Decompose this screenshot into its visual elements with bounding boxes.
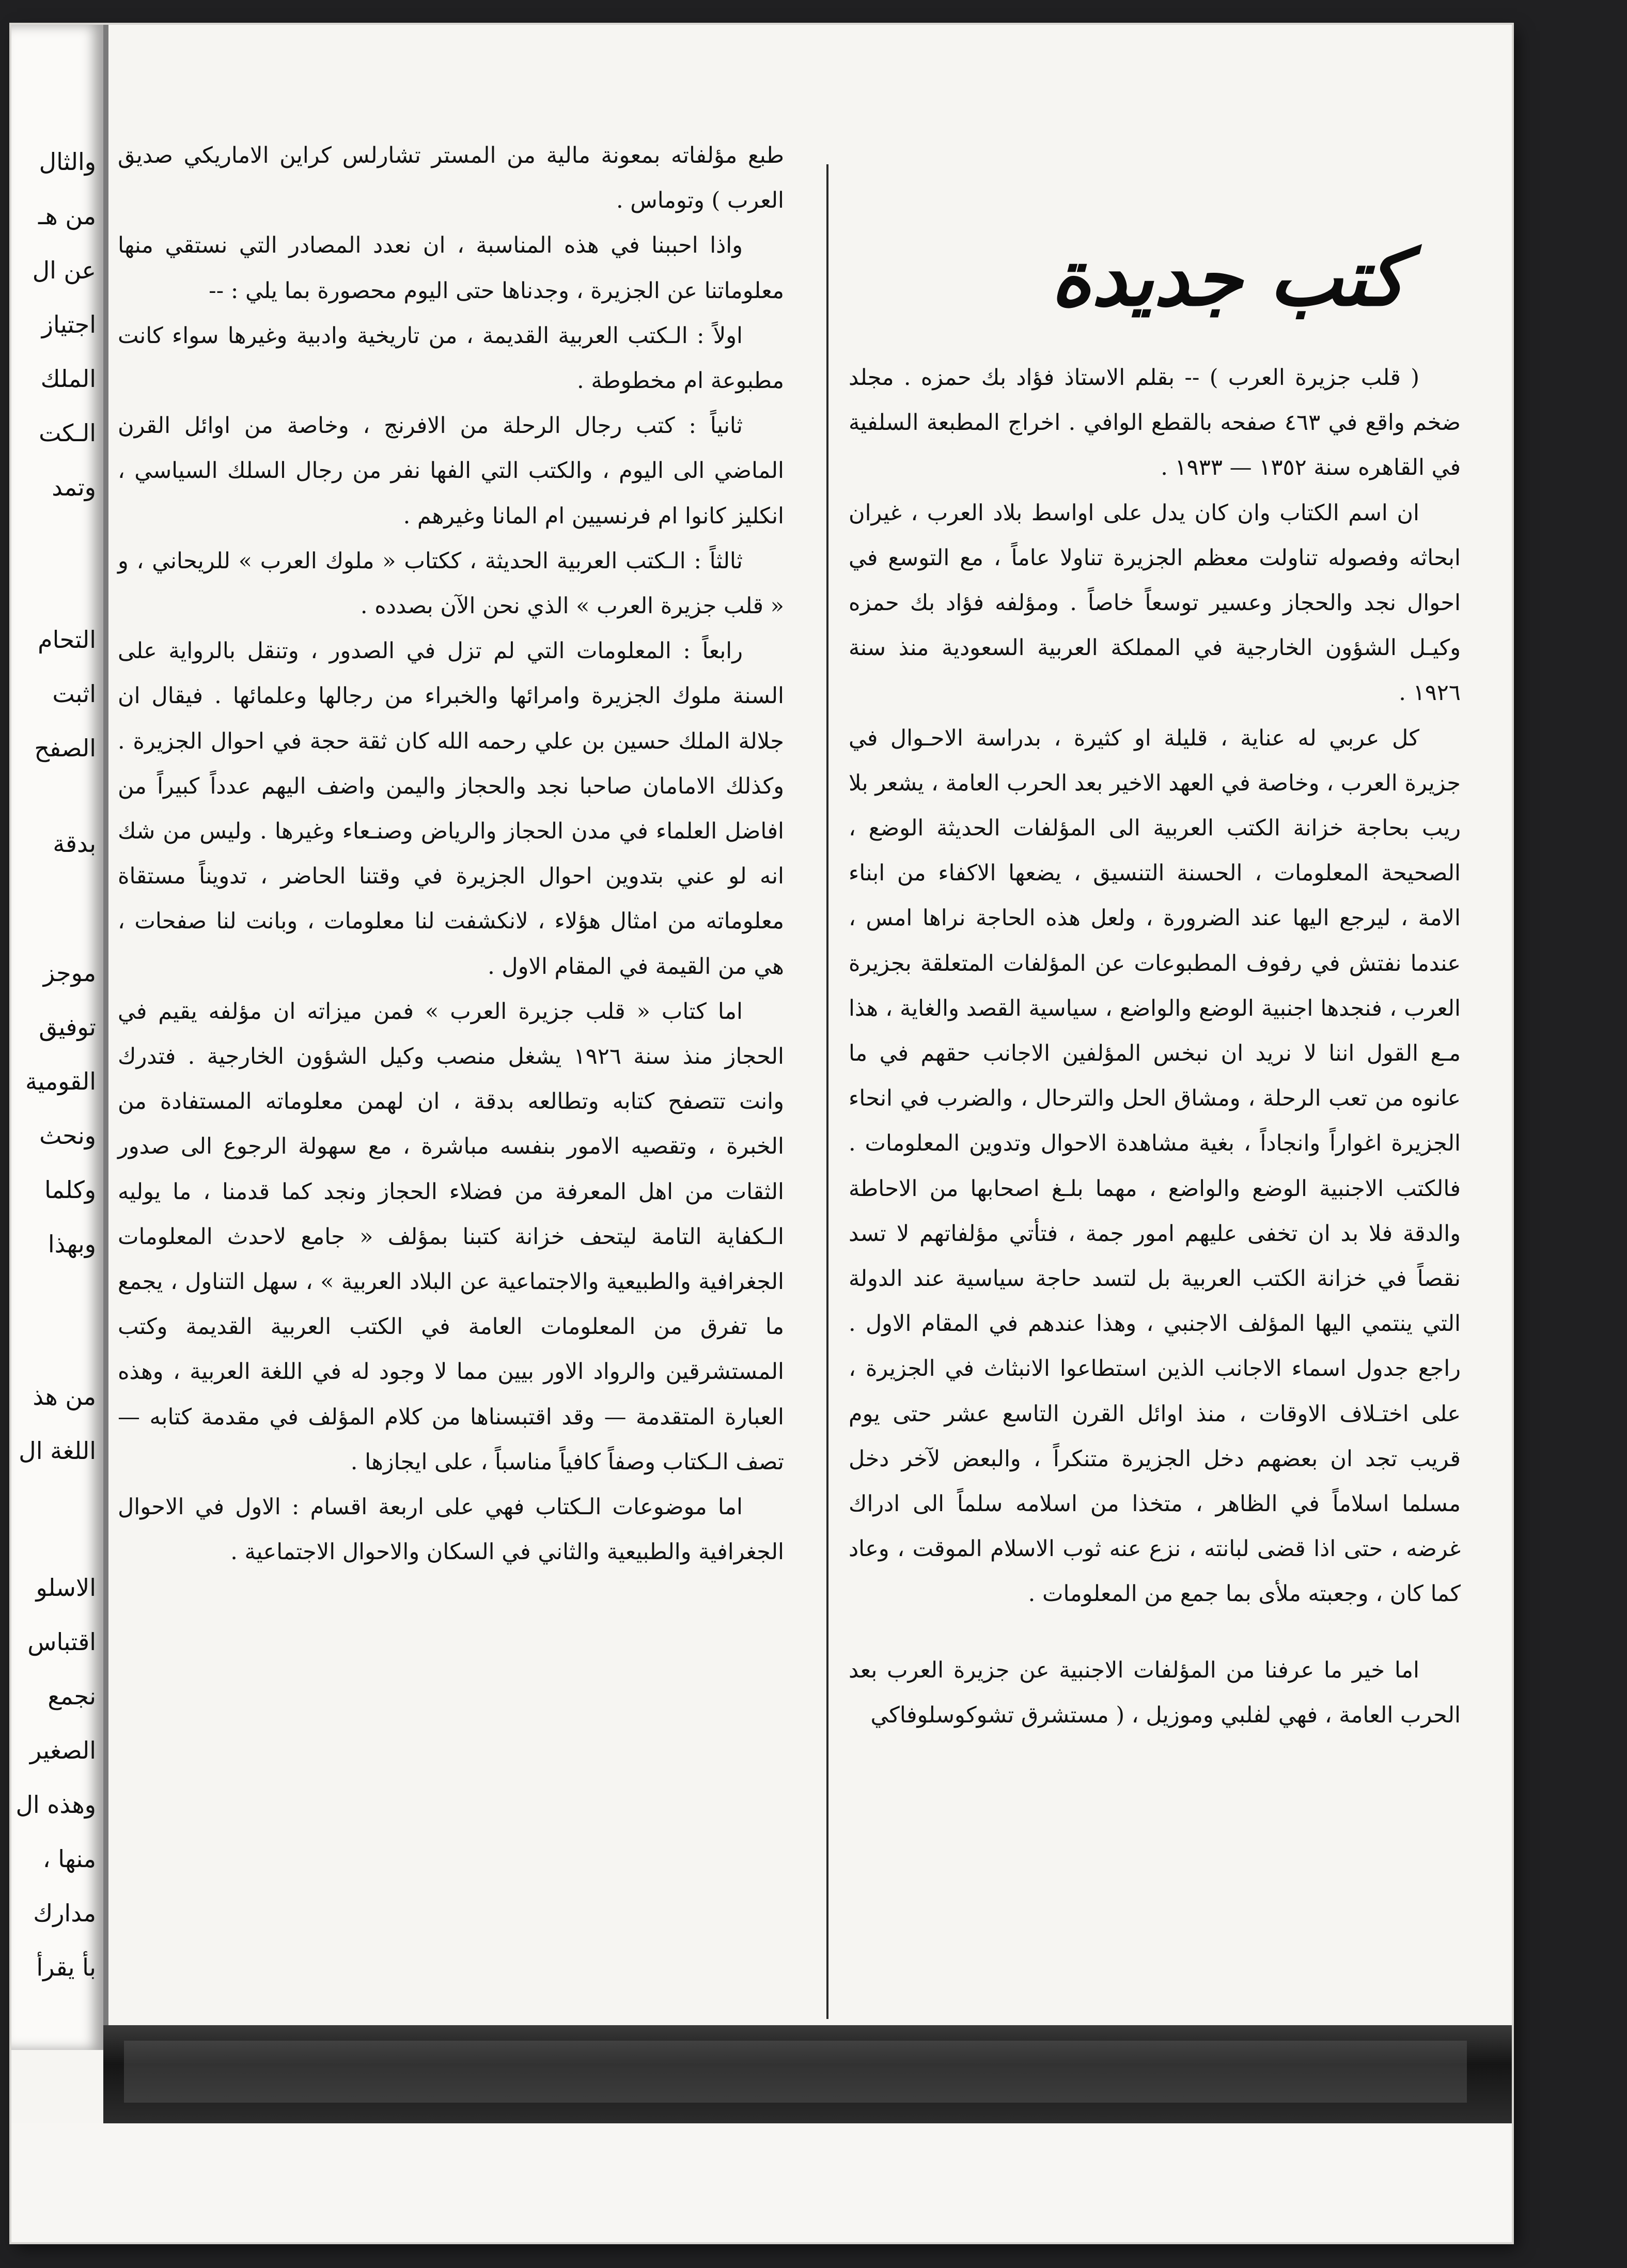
strip-fragment: بأ يقرأ: [36, 1953, 96, 1981]
strip-fragment: منها ،: [42, 1845, 96, 1873]
left-paragraph-7: اما كتاب « قلب جزيرة العرب » فمن ميزاته ان مؤلفه يقيم في الحجاز منذ سنة ١٩٢٦ يشغل منصب وكيل الشؤون الخارجية . فتدرك وانت تتصفح كتابه وتطالعه بدقة ، ان لهمن معلوماته المستفادة من الخبرة ، وتقصيه الامور بنفسه مباشرة ، مع سهولة الرجوع الى صدور الثقات من اهل المعرفة من فضلاء الحجاز ونجد كما قدمنا ، ما يوليه الـكفاية التامة ليتحف خزانة كتبنا بمؤلف « جامع لاحدث المعلومات الجغرافية والطبيعية والاجتماعية عن البلاد العربية » ، سهل التناول ، يجمع ما تفرق من المعلومات العامة في الكتب العربية القديمة وكتب المستشرقين والرواد الاور بيين مما لا وجود له في اللغة العربية ، وهذه العبارة المتقدمة — وقد اقتبسناها من كلام المؤلف في مقدمة كتابه — تصف الـكتاب وصفاً كافياً مناسباً ، على ايجازها .: [118, 998, 784, 1475]
article-area: [118, 133, 1461, 2024]
strip-fragment: موجز: [43, 959, 96, 987]
strip-fragment: اجتياز: [41, 310, 96, 338]
book-header: ( قلب جزيرة العرب ) -- بقلم الاستاذ فؤاد بك حمزه . مجلد ضخم واقع في ٤٦٣ صفحه بالقطع الوافي . اخراج المطبعة السلفية في القاهره سنة ١٣٥٢ — ١٩٣٣ .: [849, 365, 1461, 481]
strip-fragment: اقتباس: [27, 1628, 96, 1656]
masthead-title: كتب جديدة: [1051, 232, 1406, 323]
strip-fragment: وهذه ال: [15, 1791, 96, 1819]
strip-fragment: من هـ: [38, 202, 96, 230]
strip-fragment: من هذ: [33, 1382, 96, 1410]
strip-fragment: بدقة: [53, 830, 96, 858]
strip-fragment: مدارك: [33, 1899, 96, 1927]
left-paragraph-2: واذا احببنا في هذه المناسبة ، ان نعدد المصادر التي نستقي منها معلوماتنا عن الجزيرة ، وجدناها حتى اليوم محصورة بما يلي : --: [118, 232, 784, 304]
strip-fragment: وبهذا: [48, 1230, 96, 1258]
strip-fragment: اثبت: [52, 680, 96, 708]
strip-fragment: الصغير: [29, 1736, 96, 1764]
strip-fragment: نجمع: [48, 1682, 96, 1710]
right-paragraph-1: ان اسم الكتاب وان كان يدل على اواسط بلاد العرب ، غيران ابحاثه وفصوله تناولت معظم الجزيرة تناولا عاماً ، مع التوسع في احوال نجد والحجاز وعسير توسعاً خاصاً . ومؤلفه فؤاد بك حمزه وكيـل الشؤون الخارجية في المملكة العربية السعودية منذ سنة ١٩٢٦ .: [849, 500, 1461, 706]
right-paragraph-3: اما خير ما عرفنا من المؤلفات الاجنبية عن جزيرة العرب بعد الحرب العامة ، فهي لفلبي وموزيل ، ( مستشرق تشوكوسلوفاكي: [849, 1657, 1461, 1728]
strip-fragment: والثال: [39, 148, 96, 176]
strip-fragment: التحام: [38, 626, 96, 654]
strip-fragment: عن ال: [32, 256, 96, 284]
page-bottom-margin: [11, 2123, 1512, 2242]
left-paragraph-3: اولاً : الـكتب العربية القديمة ، من تاريخية وادبية وغيرها سواء كانت مطبوعة ام مخطوطة .: [118, 322, 784, 394]
right-paragraph-2: كل عربي له عناية ، قليلة او كثيرة ، بدراسة الاحـوال في جزيرة العرب ، وخاصة في العهد الاخير بعد الحرب العامة ، يشعر بلا ريب بحاجة خزانة الكتب العربية الى المؤلفات الحديثة الوضع ، الصحيحة المعلومات ، الحسنة التنسيق ، يضعها الاكفاء من ابناء الامة ، ليرجع اليها عند الضرورة ، ولعل هذه الحاجة نراها امس ، عندما نفتش في رفوف المطبوعات عن المؤلفات المتعلقة بجزيرة العرب ، فنجدها اجنبية الوضع والواضع ، سياسية القصد والغاية ، هذا مـع القول اننا لا نريد ان نبخس المؤلفين الاجانب حقهم في ما عانوه من تعب الرحلة ، ومشاق الحل والترحال ، والضرب في انحاء الجزيرة اغواراً وانجاداً ، بغية مشاهدة الاحوال وتدوين المعلومات . فالكتب الاجنبية الوضع والواضع ، مهما بلـغ اصحابها من الاحاطة والدقة فلا بد ان تخفى عليهم امور جمة ، فتأتي مؤلفاتهم لا تسد نقصاً في خزانة الكتب العربية بل لتسد حاجة سياسية عند الدولة التي ينتمي اليها المؤلف الاجنبي ، وهذا عندهم في المقام الاول . راجع جدول اسماء الاجانب الذين استطاعوا الانبثاث في الجزيرة ، على اختـلاف الاوقات ، منذ اوائل القرن التاسع عشر حتى يوم قريب تجد ان بعضهم دخل الجزيرة متنكراً ، والبعض لآخر دخل مسلما اسلاماً في الظاهر ، متخذا من اسلامه سلماً الى ادراك غرضه ، حتى اذا قضى لبانته ، نزع عنه ثوب الاسلام الموقت ، وعاد كما كان ، وجعبته ملأى بما جمع من المعلومات .: [849, 725, 1461, 1607]
adjacent-page-strip: [11, 25, 108, 2050]
strip-fragment: القومية: [25, 1067, 96, 1095]
strip-fragment: الـكت: [39, 419, 96, 447]
strip-fragment: وتمد: [52, 473, 96, 501]
left-paragraph-4: ثانياً : كتب رجال الرحلة من الافرنج ، وخاصة من اوائل القرن الماضي الى اليوم ، والكتب التي الفها نفر من رجال السلك السياسي ، انكليز كانوا ام فرنسيين ام المانا وغيرهم .: [118, 413, 784, 529]
column-divider: [826, 164, 828, 2019]
left-paragraph-8: اما موضوعات الـكتاب فهي على اربعة اقسام : الاول في الاحوال الجغرافية والطبيعية والثاني في السكان والاحوال الاجتماعية .: [118, 1494, 784, 1565]
scan-shadow-band: [103, 2025, 1512, 2123]
strip-fragment: اللغة ال: [19, 1437, 96, 1465]
strip-fragment: وكلما: [44, 1176, 96, 1204]
strip-fragment: الصفح: [34, 734, 96, 762]
left-paragraph-5: ثالثاً : الـكتب العربية الحديثة ، ككتاب « ملوك العرب » للريحاني ، و « قلب جزيرة العرب » الذي نحن الآن بصدده .: [118, 548, 784, 619]
left-column: [118, 133, 784, 1575]
strip-fragment: الاسلو: [36, 1574, 96, 1602]
strip-fragment: الملك: [40, 365, 96, 393]
strip-fragment: توفيق: [39, 1013, 96, 1041]
strip-fragment: ونحث: [39, 1122, 96, 1149]
left-paragraph-6: رابعاً : المعلومات التي لم تزل في الصدور ، وتنقل بالرواية على السنة ملوك الجزيرة وامرائها والخبراء من رجالها وعلمائها . فيقال ان جلالة الملك حسين بن علي رحمه الله كان ثقة حجة في احوال الجزيرة . وكذلك الامامان صاحبا نجد والحجاز واليمن واضف اليهم عدداً كبيراً من افاضل العلماء في مدن الحجاز والرياض وصنـعاء وغيرها . وليس من شك انه لو عني بتدوين احوال الجزيرة في وقتنا الحاضر ، تدويناً مستقاة معلوماته من امثال هؤلاء ، لانكشفت لنا معلومات ، وبانت لنا صفحات ، هي من القيمة في المقام الاول .: [118, 638, 784, 980]
left-paragraph-1: طبع مؤلفاته بمعونة مالية من المستر تشارلس كراين الاماريكي صديق العرب ) وتوماس .: [118, 143, 784, 214]
